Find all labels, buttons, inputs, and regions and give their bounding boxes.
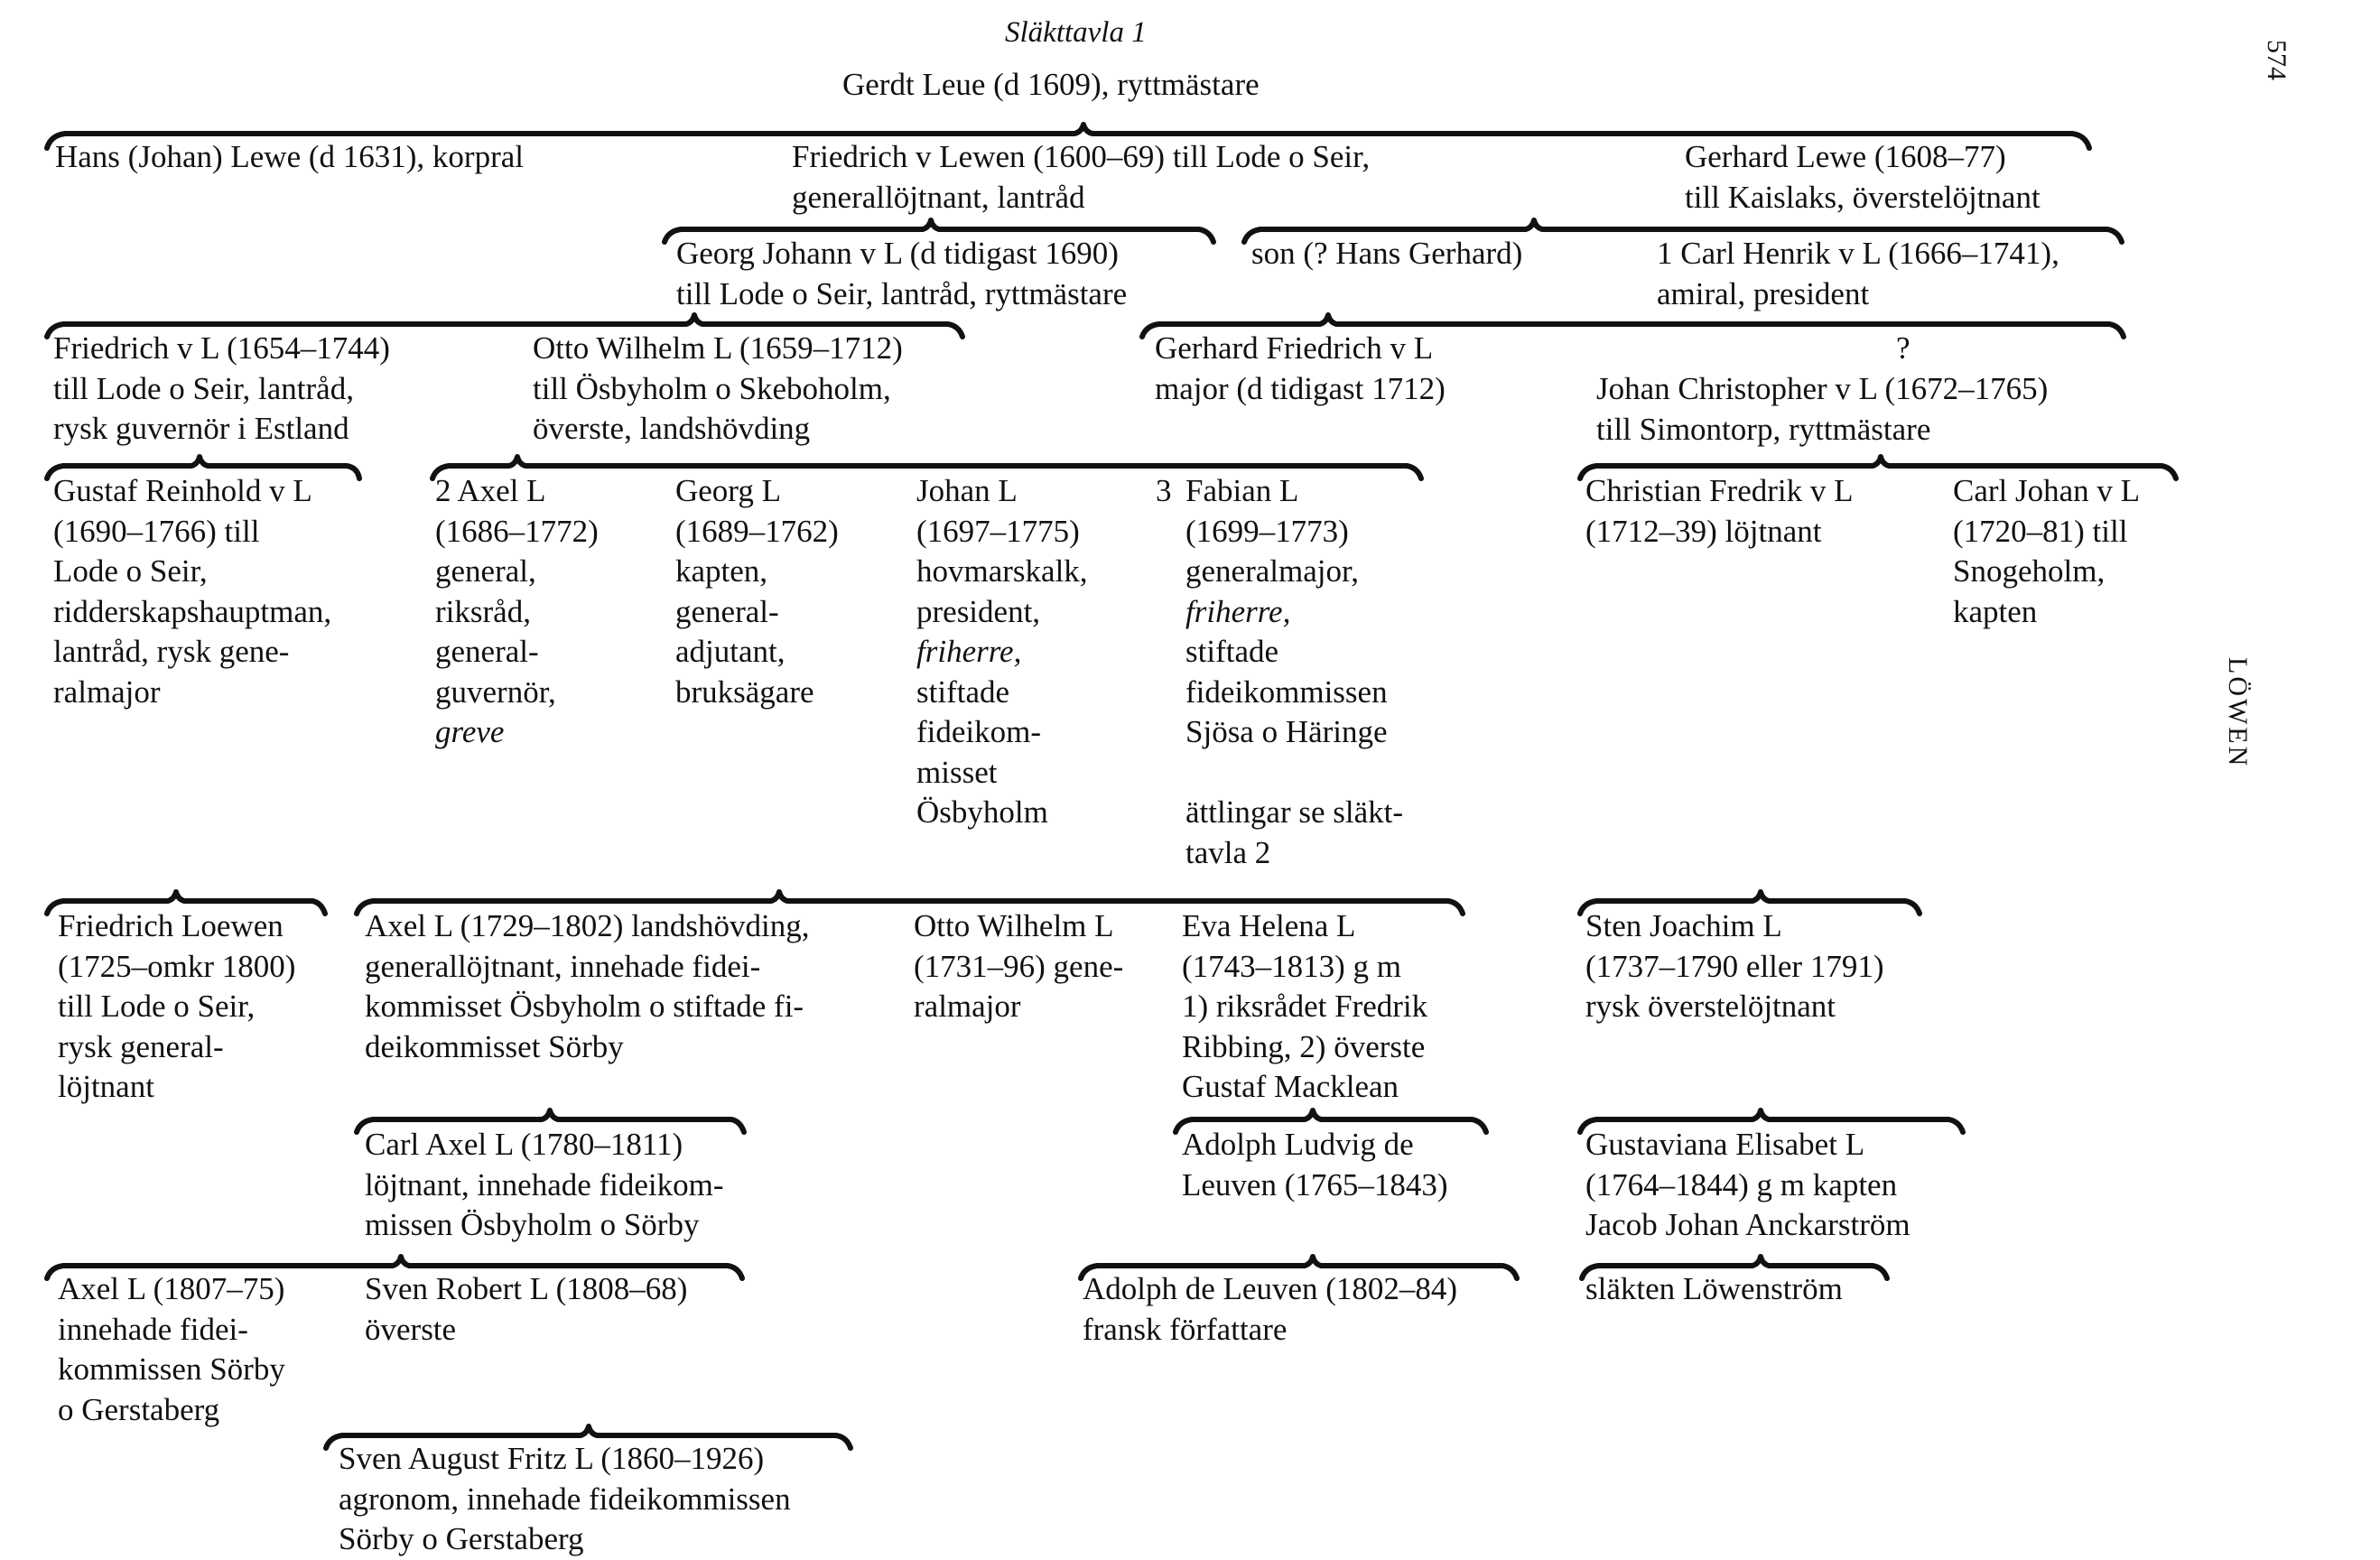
person-line: till Lode o Seir, — [58, 989, 256, 1024]
person-line: till Lode o Seir, lantråd, — [53, 370, 354, 406]
person-line: Axel L (1807–75) — [58, 1271, 285, 1306]
family-lowenstrom — [1585, 1269, 1843, 1310]
person-line: kommisset Ösbyholm o stiftade fi- — [365, 989, 804, 1024]
person-line: till Lode o Seir, lantråd, ryttmästare — [676, 275, 1128, 311]
person-line: ralmajor — [53, 673, 161, 710]
person-georg-johann — [676, 234, 1127, 314]
person-line: Friedrich v Lewen (1600–69) till Lode o Seir, — [792, 139, 1371, 174]
person-carl-axel — [365, 1125, 724, 1246]
table-title: Släkttavla 1 — [1005, 16, 1147, 49]
person-line: Friedrich Loewen — [58, 908, 284, 943]
noble-title: friherre, — [916, 634, 1022, 669]
person-line: Johan L — [916, 473, 1018, 508]
person-line: stiftade — [1185, 634, 1279, 669]
person-line: (1743–1813) g m — [1182, 948, 1402, 984]
person-line: släkten Löwenström — [1585, 1271, 1843, 1306]
person-line: lantråd, rysk gene- — [53, 634, 290, 669]
person-line: Ribbing, 2) överste — [1182, 1028, 1426, 1064]
person-line: ralmajor — [914, 989, 1021, 1024]
person-line: general- — [435, 634, 539, 669]
person-line: Adolph de Leuven (1802–84) — [1083, 1271, 1458, 1306]
person-friedrich-loewen — [58, 906, 295, 1108]
person-line: (1712–39) löjtnant — [1585, 513, 1822, 549]
person-line: Otto Wilhelm L (1659–1712) — [533, 330, 903, 366]
person-line: fideikommissen — [1185, 673, 1388, 710]
person-line: Christian Fredrik v L — [1585, 473, 1854, 508]
person-line: stiftade — [916, 673, 1010, 710]
person-line: 1) riksrådet Fredrik — [1182, 989, 1428, 1024]
person-line: agronom, innehade fideikommissen — [339, 1481, 791, 1517]
person-line: Jacob Johan Anckarström — [1585, 1207, 1911, 1242]
page-number: 574 — [2262, 40, 2292, 80]
person-line: 1 Carl Henrik v L (1666–1741), — [1657, 236, 2059, 271]
person-son-hans-gerhard — [1251, 234, 1522, 274]
person-line: Snogeholm, — [1953, 553, 2106, 589]
person-line: Lode o Seir, — [53, 553, 208, 589]
person-line: Hans (Johan) Lewe (d 1631), korpral — [55, 139, 525, 174]
person-line: Gustaf Macklean — [1182, 1069, 1399, 1104]
person-gustaviana-elisabet — [1585, 1125, 1911, 1246]
person-otto-wilhelm-1659 — [533, 329, 903, 450]
person-line: ridderskapshauptman, — [53, 593, 332, 629]
person-line: adjutant, — [675, 634, 786, 669]
person-line: generallöjtnant, lantråd — [792, 179, 1085, 215]
person-line: kapten, — [675, 553, 768, 589]
person-line: fideikom- — [916, 714, 1042, 749]
person-line: överste, landshövding — [533, 411, 811, 446]
uncertain-link-marker: ? — [1896, 330, 1911, 366]
person-friedrich-v-lewen — [792, 137, 1370, 218]
cross-reference-note: tavla 2 — [1185, 834, 1271, 870]
person-adolph-ludvig — [1182, 1125, 1448, 1205]
person-gustaf-reinhold — [53, 471, 331, 712]
person-johan-christopher — [1596, 369, 2048, 450]
person-hans-johan-lewe — [55, 137, 524, 178]
person-line: (1699–1773) — [1185, 513, 1349, 549]
person-line: o Gerstaberg — [58, 1391, 220, 1427]
person-line: generallöjtnant, innehade fidei- — [365, 948, 761, 984]
person-gerhard-lewe — [1685, 137, 2041, 218]
person-gerhard-friedrich — [1155, 329, 1446, 409]
person-line: rysk general- — [58, 1028, 224, 1064]
noble-title: friherre, — [1185, 593, 1291, 629]
person-line: general- — [675, 593, 779, 629]
person-line: löjtnant — [58, 1069, 154, 1104]
person-line: guvernör, — [435, 673, 556, 710]
person-line: Axel L (1729–1802) landshövding, — [365, 908, 810, 943]
person-line: Otto Wilhelm L — [914, 908, 1114, 943]
person-line: Gustaf Reinhold v L — [53, 473, 312, 508]
person-line: riksråd, — [435, 593, 531, 629]
person-line: Gerhard Friedrich v L — [1155, 330, 1434, 366]
person-line: överste — [365, 1311, 457, 1347]
person-line: hovmarskalk, — [916, 553, 1088, 589]
person-carl-johan-1720 — [1953, 471, 2140, 632]
person-line: till Ösbyholm o Skeboholm, — [533, 370, 891, 406]
person-line: (1764–1844) g m kapten — [1585, 1166, 1898, 1202]
person-line: Gustaviana Elisabet L — [1585, 1127, 1865, 1162]
person-christian-fredrik — [1585, 471, 1854, 552]
person-line: fransk författare — [1083, 1311, 1288, 1347]
person-line: kommissen Sörby — [58, 1351, 285, 1387]
person-line: amiral, president — [1657, 275, 1870, 311]
person-sven-august-fritz — [339, 1439, 791, 1560]
person-line: (1686–1772) — [435, 513, 599, 549]
person-line: (1697–1775) — [916, 513, 1080, 549]
person-line: missen Ösbyholm o Sörby — [365, 1207, 700, 1242]
person-sven-robert — [365, 1269, 687, 1350]
person-line: (1690–1766) till — [53, 513, 260, 549]
person-line: (1725–omkr 1800) — [58, 948, 296, 984]
person-line: (1731–96) gene- — [914, 948, 1124, 984]
person-friedrich-v-l-1654 — [53, 329, 390, 450]
person-sten-joachim — [1585, 906, 1883, 1027]
person-line: rysk guvernör i Estland — [53, 411, 349, 446]
person-line: Gerhard Lewe (1608–77) — [1685, 139, 2006, 174]
noble-title: greve — [435, 714, 505, 749]
person-line: Leuven (1765–1843) — [1182, 1166, 1448, 1202]
person-line: son (? Hans Gerhard) — [1251, 236, 1523, 271]
person-line: Friedrich v L (1654–1744) — [53, 330, 390, 366]
person-otto-wilhelm-1731 — [914, 906, 1123, 1027]
person-line: Sven August Fritz L (1860–1926) — [339, 1441, 765, 1476]
person-axel-1729 — [365, 906, 810, 1067]
person-line: Carl Axel L (1780–1811) — [365, 1127, 683, 1162]
person-line: Adolph Ludvig de — [1182, 1127, 1414, 1162]
person-line: Sörby o Gerstaberg — [339, 1521, 584, 1556]
person-line: löjtnant, innehade fideikom- — [365, 1166, 724, 1202]
person-line: innehade fidei- — [58, 1311, 248, 1347]
person-line: bruksägare — [675, 673, 814, 710]
cross-reference-note: ättlingar se släkt- — [1185, 794, 1404, 830]
person-line: till Kaislaks, överstelöjtnant — [1685, 179, 2041, 215]
person-line: Ösbyholm — [916, 794, 1048, 830]
person-line: (1689–1762) — [675, 513, 839, 549]
person-line: generalmajor, — [1185, 553, 1359, 589]
person-fabian-1699 — [1185, 471, 1403, 873]
person-line: (1720–81) till — [1953, 513, 2128, 549]
person-carl-henrik — [1657, 234, 2059, 314]
person-line: Georg Johann v L (d tidigast 1690) — [676, 236, 1119, 271]
person-line: Sven Robert L (1808–68) — [365, 1271, 688, 1306]
person-line: Fabian L — [1185, 473, 1299, 508]
person-line: 2 Axel L — [435, 473, 546, 508]
person-line: rysk överstelöjtnant — [1585, 989, 1836, 1024]
root-ancestor: Gerdt Leue (d 1609), ryttmästare — [842, 67, 1260, 102]
person-line: general, — [435, 553, 536, 589]
person-line: (1737–1790 eller 1791) — [1585, 948, 1884, 984]
person-line: Sjösa o Häringe — [1185, 714, 1388, 749]
person-axel-1686 — [435, 471, 599, 753]
person-line: Johan Christopher v L (1672–1765) — [1596, 371, 2049, 406]
person-line: Eva Helena L — [1182, 908, 1356, 943]
spacer — [1185, 753, 1403, 794]
person-line: deikommisset Sörby — [365, 1028, 624, 1064]
person-line: president, — [916, 593, 1041, 629]
section-label: LÖWEN — [2223, 657, 2253, 769]
person-line: Georg L — [675, 473, 781, 508]
person-axel-1807 — [58, 1269, 285, 1430]
person-line: kapten — [1953, 593, 2038, 629]
person-georg-1689 — [675, 471, 839, 712]
person-line: major (d tidigast 1712) — [1155, 370, 1446, 406]
person-johan-1697 — [916, 471, 1088, 833]
person-line: till Simontorp, ryttmästare — [1596, 411, 1931, 447]
person-adolph-de-leuven — [1083, 1269, 1457, 1350]
person-line: misset — [916, 754, 998, 790]
person-number: 3 — [1156, 473, 1172, 508]
person-line: Sten Joachim L — [1585, 908, 1782, 943]
person-line: Carl Johan v L — [1953, 473, 2141, 508]
person-eva-helena — [1182, 906, 1427, 1108]
